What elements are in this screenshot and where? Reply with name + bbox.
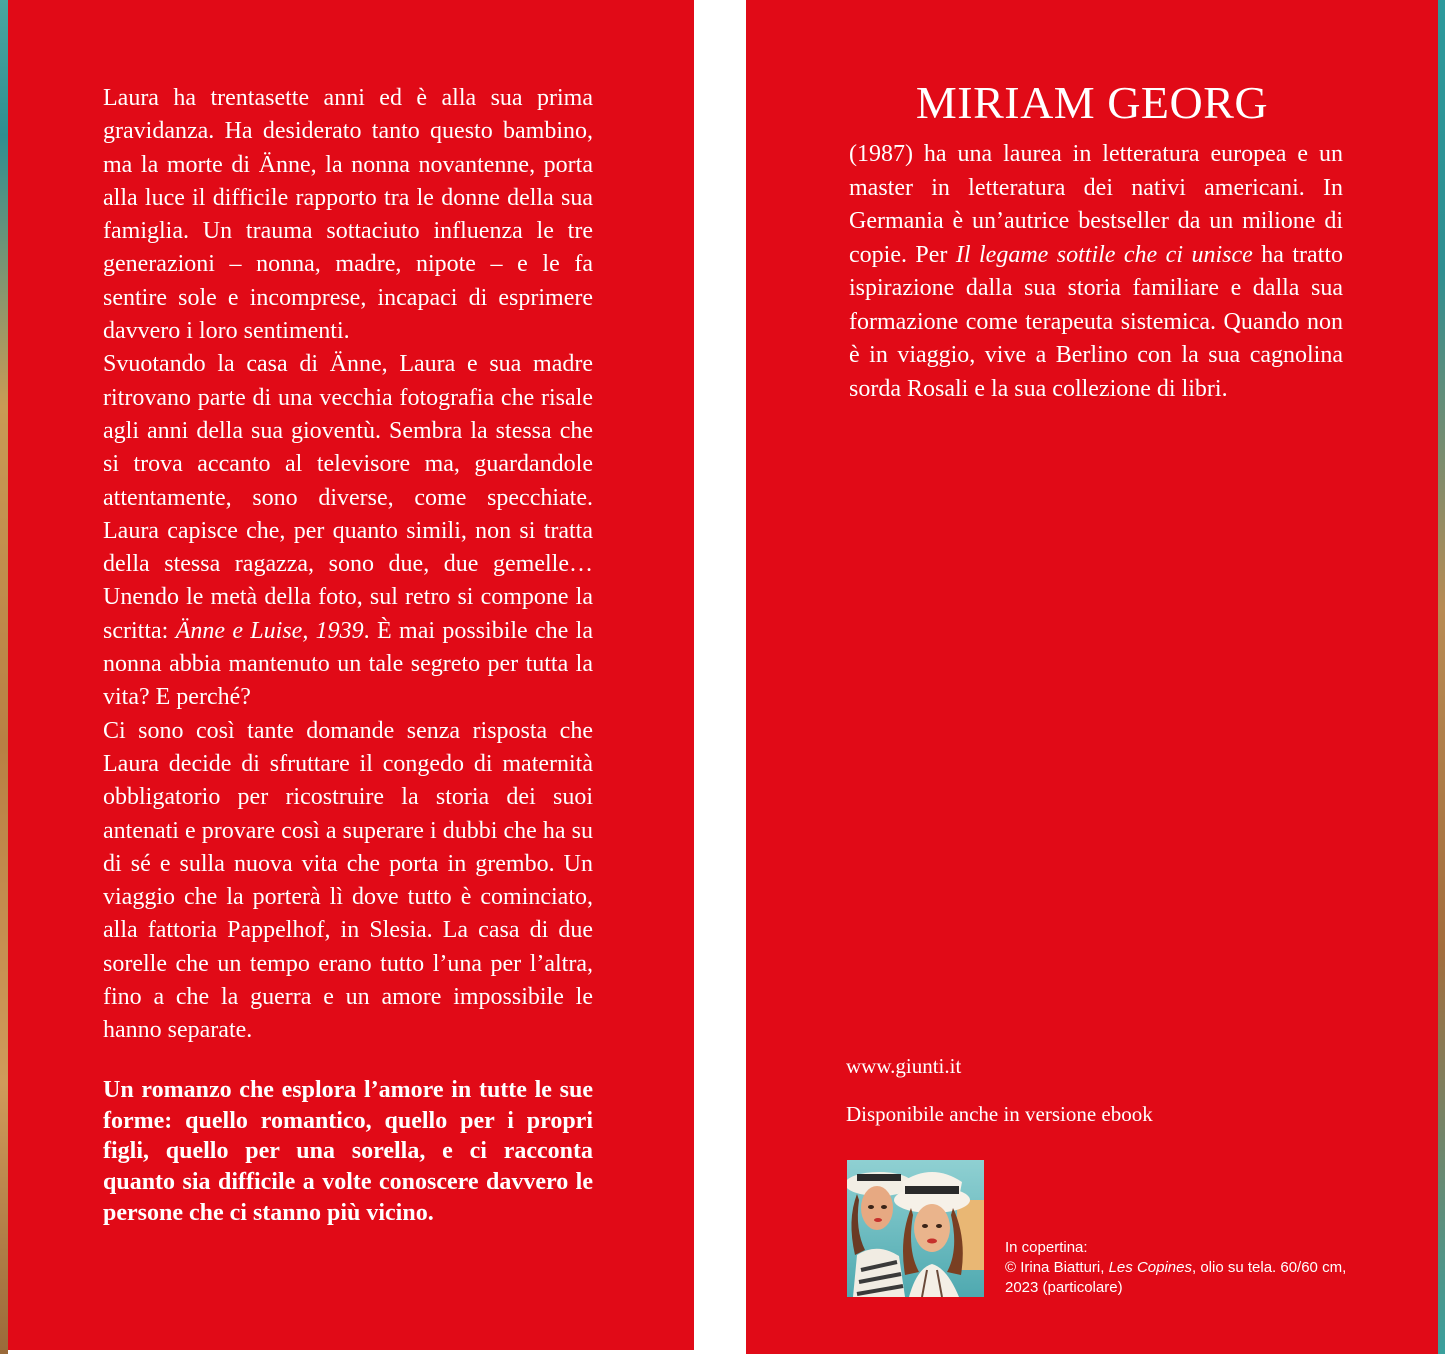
synopsis-paragraph-3: Ci sono così tante domande senza risposta che Laura decide di sfruttare il congedo di maternità obbligatorio per ricostruire la storia dei suoi antenati e provare così a superare i dubbi che ha su di sé e sulla nuova vita che porta in grembo. Un viaggio che la porterà lì dove tutto è cominciato, alla fattoria Pappelhof, in Slesia. La casa di due sorelle che un tempo erano tutto l’una per l’altra, fino a che la guerra e un amore impossibile le hanno separate.: [103, 717, 593, 1044]
author-name: MIRIAM GEORG: [915, 77, 1269, 128]
synopsis: [103, 82, 593, 1048]
cover-painting-edge-left: [0, 0, 8, 1354]
tagline: Un romanzo che esplora l’amore in tutte le sue forme: quello romantico, quello per i propri figli, quello per una sorella, e ci racconta quanto sia difficile a volte conoscere davvero le persone che ci stanno più vicino.: [103, 1077, 593, 1226]
synopsis-paragraph-2: Svuotando la casa di Änne, Laura e sua madre ritrovano parte di una vecchia fotografia che risale agli anni della sua gioventù. Sembra la stessa che si trova accanto al televisore ma, guardandole attentamente, sono diverse, come specchiate. Laura capisce che, per quanto simili, non si tratta della stessa ragazza, sono due, due gemelle… Unendo le metà della foto, sul retro si compone la scritta: Änne e Luise, 1939. È mai possibile che la nonna abbia mantenuto un tale segreto per tutta la vita? E perché?: [103, 351, 593, 711]
cover-credit: [1005, 1238, 1385, 1298]
cover-credit-label: In copertina:: [1005, 1239, 1088, 1256]
back-cover-left-flap: [8, 0, 694, 1350]
cover-painting-thumbnail: [847, 1160, 984, 1297]
cover-painting-edge-right: [1438, 0, 1445, 1354]
cover-credit-year: 2023 (particolare): [1005, 1279, 1123, 1296]
author-flap: [746, 0, 1438, 1354]
cover-credit-artist: © Irina Biatturi, Les Copines, olio su tela. 60/60 cm,: [1005, 1259, 1347, 1276]
ebook-availability-note: Disponibile anche in versione ebook: [846, 1102, 1153, 1126]
synopsis-paragraph-1: Laura ha trentasette anni ed è alla sua prima gravidanza. Ha desiderato tanto questo bambino, ma la morte di Änne, la nonna novantenne, porta alla luce il difficile rapporto tra le donne della sua famiglia. Un trauma sottaciuto influenza le tre generazioni – nonna, madre, nipote – e le fa sentire sole e incomprese, incapaci di esprimere davvero i loro sentimenti.: [103, 85, 593, 345]
publisher-url-link[interactable]: www.giunti.it: [846, 1054, 962, 1078]
author-bio: (1987) ha una laurea in letteratura europea e un master in letteratura dei nativi americani. In Germania è un’autrice bestseller da un milione di copie. Per Il legame sottile che ci unisce ha tratto ispirazione dalla sua storia familiare e dalla sua formazione come terapeuta sistemica. Quando non è in viaggio, vive a Berlino con la sua cagnolina sorda Rosali e la sua collezione di libri.: [849, 141, 1343, 402]
